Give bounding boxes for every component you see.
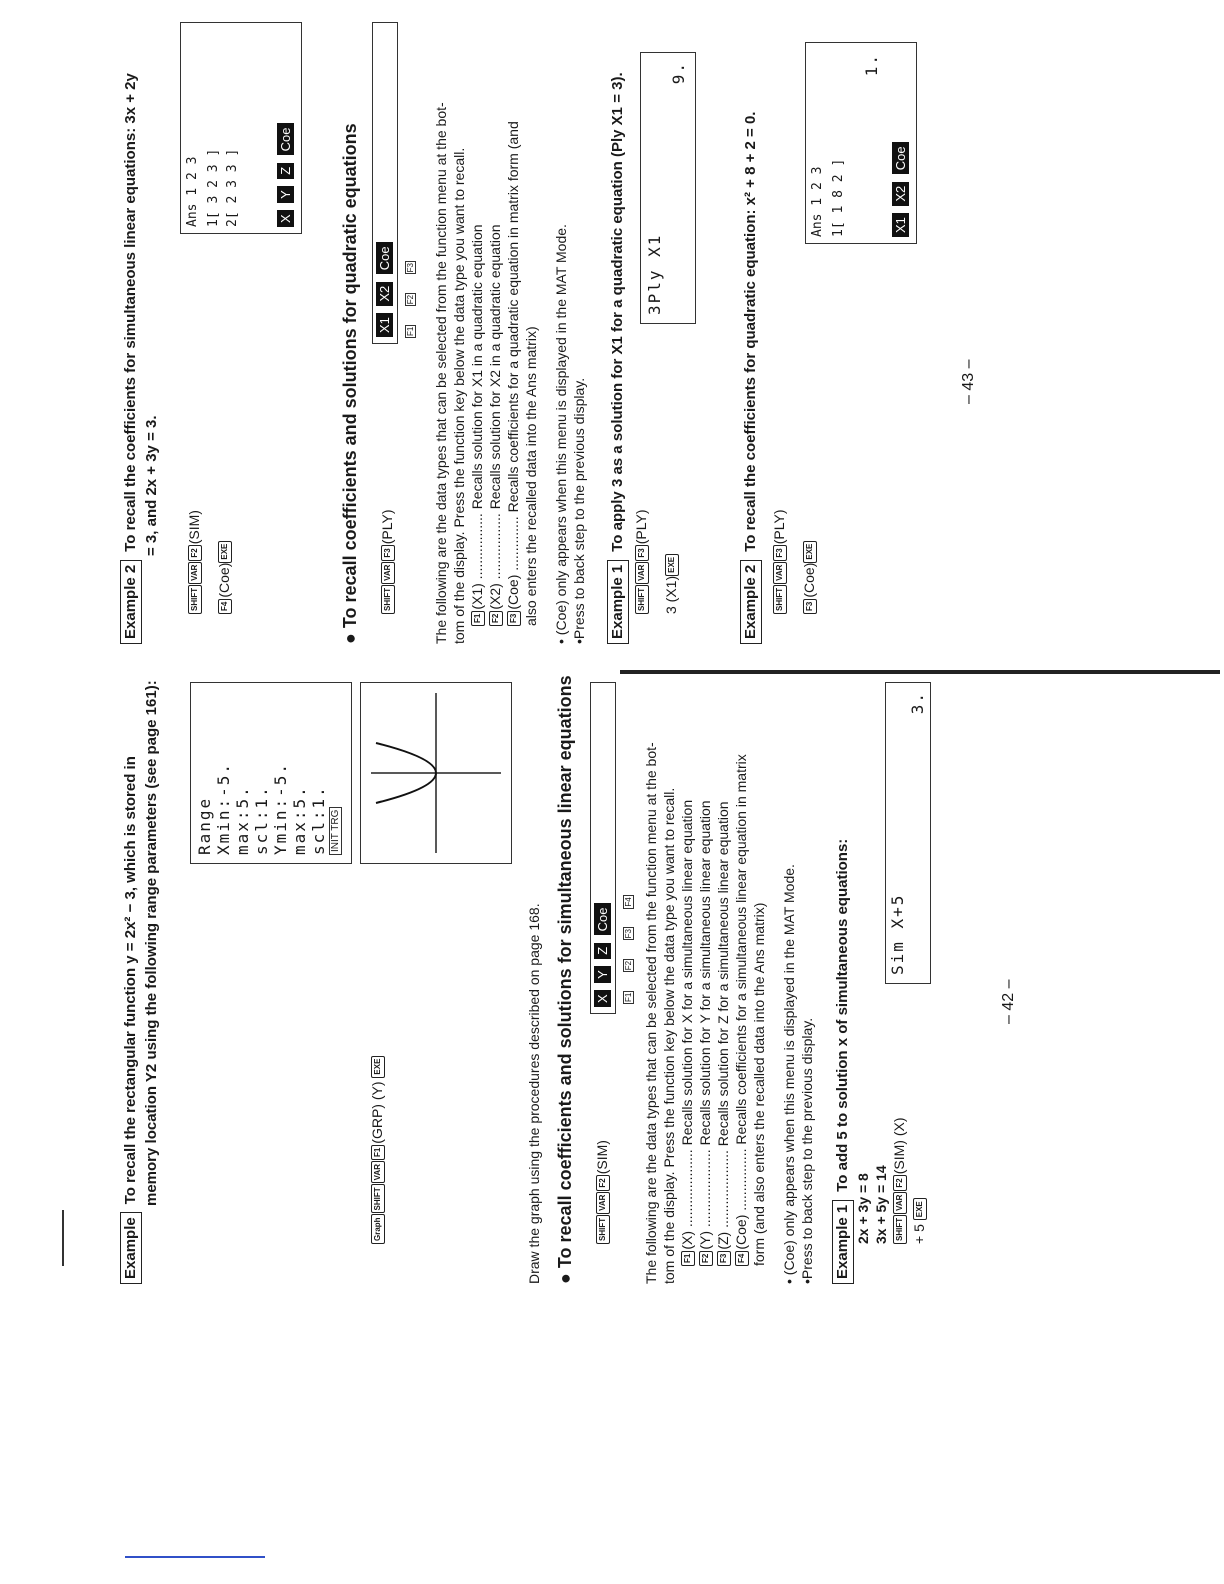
f4-key[interactable]: F4 xyxy=(624,897,633,907)
menu-y[interactable]: Y xyxy=(277,186,294,203)
ply-menu xyxy=(373,23,397,343)
f3-key[interactable]: F3 xyxy=(624,929,633,939)
range-line: max:5. xyxy=(290,785,309,855)
ex2-keys2-text: (Coe) xyxy=(216,562,232,598)
var-key[interactable]: VAR xyxy=(381,562,395,584)
page-number-43: – 43 – xyxy=(960,359,977,404)
var-key[interactable]: VAR xyxy=(188,562,202,584)
sim-menu-lcd xyxy=(590,682,616,1014)
menu-y[interactable]: Y xyxy=(594,966,611,983)
intro-line-1: The following are the data types that can be selected from the function menu at the bot- xyxy=(643,742,659,1284)
ans-menu xyxy=(277,120,295,227)
ex1-eq2: 3x + 5y = 14 xyxy=(873,1165,889,1244)
ex2b-keys2-text: (Coe) xyxy=(801,562,817,598)
f2-key: F2 xyxy=(699,1251,713,1266)
f2-key[interactable]: F2 xyxy=(406,294,415,305)
sim-fkeys xyxy=(618,881,636,1004)
list-text: (Y) .................... Recalls solution for Y for a simultaneous linear equation xyxy=(697,800,713,1250)
exe-key[interactable]: EXE xyxy=(913,1198,927,1220)
f4-key: F4 xyxy=(735,1251,749,1266)
list-item xyxy=(678,800,696,1266)
exe-key[interactable]: EXE xyxy=(665,554,679,576)
ply-result: 9. xyxy=(669,61,688,85)
sim-keystroke xyxy=(593,1140,611,1244)
ex1-label: Example 1 xyxy=(832,1200,854,1284)
graph-lcd xyxy=(360,682,512,864)
f2-key[interactable]: F2 xyxy=(596,1175,610,1190)
ex2-heading xyxy=(120,73,142,644)
ex1-title: To add 5 to solution x of simultaneous equations: xyxy=(834,838,851,1192)
shift-key[interactable]: SHIFT xyxy=(596,1215,610,1244)
ex1-title: To apply 3 as a solution for X1 for a quadratic equation (Ply X1 = 3). xyxy=(609,72,626,552)
page-43 xyxy=(0,53,1224,644)
ex1-heading xyxy=(832,839,854,1284)
ex2b-label: Example 2 xyxy=(740,560,762,644)
menu-z[interactable]: Z xyxy=(594,943,611,959)
shift-key[interactable]: SHIFT xyxy=(893,1215,907,1244)
graph-key[interactable]: Graph xyxy=(371,1214,385,1244)
scan-margin-mark xyxy=(62,1210,64,1266)
f3-key: F3 xyxy=(717,1251,731,1266)
list-text: (Coe) ................ Recalls coefficients for a simultaneous linear equation in matrix xyxy=(733,754,749,1250)
ex2b-keys2 xyxy=(800,540,818,614)
ans-header: Ans 1 2 3 xyxy=(185,156,200,227)
ans2-row: 1[ 1 8 2 ] xyxy=(831,158,846,237)
note-exit: •Press to back step to the previous display. xyxy=(571,377,587,644)
menu-coe[interactable]: Coe xyxy=(376,242,393,274)
note-coe: • (Coe) only appears when this menu is displayed in the MAT Mode. xyxy=(553,224,569,644)
keystroke-text: (GRP) (Y) xyxy=(369,1077,385,1144)
f2-key[interactable]: F2 xyxy=(624,960,633,971)
list-item xyxy=(504,121,522,626)
sim-label: (SIM) xyxy=(594,1140,610,1175)
ply-expr: 3Ply X1 xyxy=(645,233,664,315)
page-42 xyxy=(0,675,1224,1284)
f2-key: F2 xyxy=(489,611,503,626)
range-footer: INIT TRG xyxy=(329,807,342,855)
note-coe: • (Coe) only appears when this menu is displayed in the MAT Mode. xyxy=(781,864,797,1284)
ans2-result: 1. xyxy=(862,53,881,77)
example-label: Example xyxy=(120,1212,142,1284)
sim-result: 3. xyxy=(908,691,927,715)
f1-key[interactable]: F1 xyxy=(624,992,633,1002)
ply-label: (PLY) xyxy=(379,509,395,545)
ex1-keys2-text: 3 (X1) xyxy=(663,575,679,614)
ex1-heading xyxy=(607,72,629,644)
range-lcd xyxy=(190,682,352,864)
range-lines xyxy=(191,683,332,863)
note-exit: •Press to back step to the previous display. xyxy=(799,1017,815,1284)
f3-key[interactable]: F3 xyxy=(773,545,787,560)
menu-z[interactable]: Z xyxy=(277,163,294,179)
shift-key[interactable]: SHIFT xyxy=(371,1184,385,1213)
ex2-text-2: = 3, and 2x + 3y = 3. xyxy=(143,415,160,556)
list-continuation: form (and also enters the recalled data into the Ans matrix) xyxy=(751,902,767,1266)
shift-key[interactable]: SHIFT xyxy=(773,585,787,614)
ex1-keys2 xyxy=(910,1197,928,1244)
ply-keystroke xyxy=(378,510,396,615)
f3-key[interactable]: F3 xyxy=(803,599,817,614)
range-line: max:5. xyxy=(233,785,252,855)
ex2b-title: To recall the coefficients for quadratic equation: x² + 8 + 2 = 0. xyxy=(742,111,759,552)
graph-keystroke xyxy=(368,1055,386,1244)
ans-row: 1[ 3 2 3 ] xyxy=(206,148,221,227)
var-key[interactable]: VAR xyxy=(635,562,649,584)
f1-key: F1 xyxy=(471,611,485,626)
f1-key[interactable]: F1 xyxy=(371,1145,385,1160)
ex1-keys2-text: + 5 xyxy=(911,1224,927,1244)
menu-x2[interactable]: X2 xyxy=(376,282,393,306)
menu-coe[interactable]: Coe xyxy=(892,142,909,174)
list-item xyxy=(732,754,750,1266)
menu-x1[interactable]: X1 xyxy=(376,313,393,337)
f3-key[interactable]: F3 xyxy=(635,545,649,560)
ex2-keys2 xyxy=(215,540,233,614)
example-heading xyxy=(120,756,142,1284)
var-key[interactable]: VAR xyxy=(596,1192,610,1214)
example-text-1: To recall the rectangular function y = 2x² − 3, which is stored in xyxy=(122,756,139,1205)
menu-x[interactable]: X xyxy=(594,990,611,1007)
exe-key[interactable]: EXE xyxy=(371,1056,385,1078)
f3-key[interactable]: F3 xyxy=(381,545,395,560)
sim-expr: Sim X+5 xyxy=(888,893,907,975)
ex2b-heading xyxy=(740,112,762,644)
list-text: (X) .................... Recalls solution for X for a simultaneous linear equation xyxy=(679,799,695,1250)
menu-x[interactable]: X xyxy=(277,210,294,227)
ex2-keys1 xyxy=(185,510,203,614)
shift-key[interactable]: SHIFT xyxy=(381,585,395,614)
var-key[interactable]: VAR xyxy=(893,1192,907,1214)
ex2-keys-text: (SIM) xyxy=(186,510,202,545)
list-text: (Coe) .............. Recalls coefficients for a quadratic equation in matrix form (and xyxy=(505,121,521,610)
range-line: scl:1. xyxy=(309,785,328,855)
ans2-header: Ans 1 2 3 xyxy=(810,166,825,237)
section-title-ply: ● To recall coefficients and solutions for quadratic equations xyxy=(340,123,360,644)
ans2-lcd xyxy=(805,42,917,244)
intro-line-2: tom of the display. Press the function key below the data type you want to recall. xyxy=(451,147,467,644)
ex1-keys-text: (PLY) xyxy=(633,509,649,545)
list-item xyxy=(714,801,732,1266)
draw-text: Draw the graph using the procedures described on page 168. xyxy=(526,903,542,1284)
intro-line-2: tom of the display. Press the function key below the data type you want to recall. xyxy=(661,787,677,1284)
shift-key[interactable]: SHIFT xyxy=(188,585,202,614)
section-title-sim: ● To recall coefficients and solutions for simultaneous linear equations xyxy=(555,675,575,1284)
list-text: (X2) ................. Recalls solution for X2 in a quadratic equation xyxy=(487,224,503,610)
f4-key[interactable]: F4 xyxy=(218,599,232,614)
intro-line-1: The following are the data types that can be selected from the function menu at the bot- xyxy=(433,102,449,644)
list-text: (X1) ................. Recalls solution for X1 in a quadratic equation xyxy=(469,224,485,610)
f1-key: F1 xyxy=(681,1251,695,1266)
menu-coe[interactable]: Coe xyxy=(277,123,294,155)
menu-x2[interactable]: X2 xyxy=(892,182,909,206)
list-text: (Z) .................... Recalls solution for Z for a simultaneous linear equation xyxy=(715,801,731,1250)
ex2-label: Example 2 xyxy=(120,560,142,644)
ply-fkeys xyxy=(400,247,418,338)
ans-row: 2[ 2 3 3 ] xyxy=(225,148,240,227)
shift-key[interactable]: SHIFT xyxy=(635,585,649,614)
sim-result-lcd xyxy=(885,682,931,984)
f1-key[interactable]: F1 xyxy=(406,326,415,336)
f2-key[interactable]: F2 xyxy=(188,545,202,560)
ans-lcd xyxy=(180,22,302,234)
ex1-keys1 xyxy=(632,510,650,615)
list-item xyxy=(468,224,486,626)
list-item xyxy=(696,800,714,1266)
menu-coe[interactable]: Coe xyxy=(594,903,611,935)
ply-menu-lcd xyxy=(372,22,398,344)
var-key[interactable]: VAR xyxy=(371,1161,385,1183)
ans2-menu xyxy=(892,139,910,237)
ex1-label: Example 1 xyxy=(607,560,629,644)
ex2b-keys-text: (PLY) xyxy=(771,509,787,545)
ex2b-keys1 xyxy=(770,510,788,615)
ex1-keys1 xyxy=(890,1117,908,1244)
page-number-42: – 42 – xyxy=(1000,979,1017,1024)
ex1-keys2 xyxy=(662,553,680,614)
range-line: Ymin:-5. xyxy=(271,761,290,855)
range-line: Range xyxy=(195,796,214,855)
sim-menu xyxy=(591,683,615,1013)
ply-result-lcd xyxy=(640,52,696,324)
var-key[interactable]: VAR xyxy=(773,562,787,584)
range-line: Xmin:-5. xyxy=(214,761,233,855)
f3-key[interactable]: F3 xyxy=(406,263,415,273)
parabola-graph xyxy=(361,683,511,863)
spine-divider xyxy=(620,670,1220,674)
ex1-eq1: 2x + 3y = 8 xyxy=(855,1173,871,1244)
ex2-text-1: To recall the coefficients for simultaneous linear equations: 3x + 2y xyxy=(122,73,139,552)
menu-x1[interactable]: X1 xyxy=(892,213,909,237)
list-item xyxy=(486,224,504,626)
range-line: scl:1. xyxy=(252,785,271,855)
exe-key[interactable]: EXE xyxy=(803,541,817,563)
scan-underline xyxy=(125,1556,265,1558)
list-continuation: also enters the recalled data into the Ans matrix) xyxy=(523,326,539,626)
ex1-keys-text: (SIM) (X) xyxy=(891,1117,907,1175)
example-text-2: memory location Y2 using the following range parameters (see page 161): xyxy=(143,680,160,1206)
f3-key: F3 xyxy=(507,611,521,626)
exe-key[interactable]: EXE xyxy=(218,541,232,563)
f2-key[interactable]: F2 xyxy=(893,1175,907,1190)
